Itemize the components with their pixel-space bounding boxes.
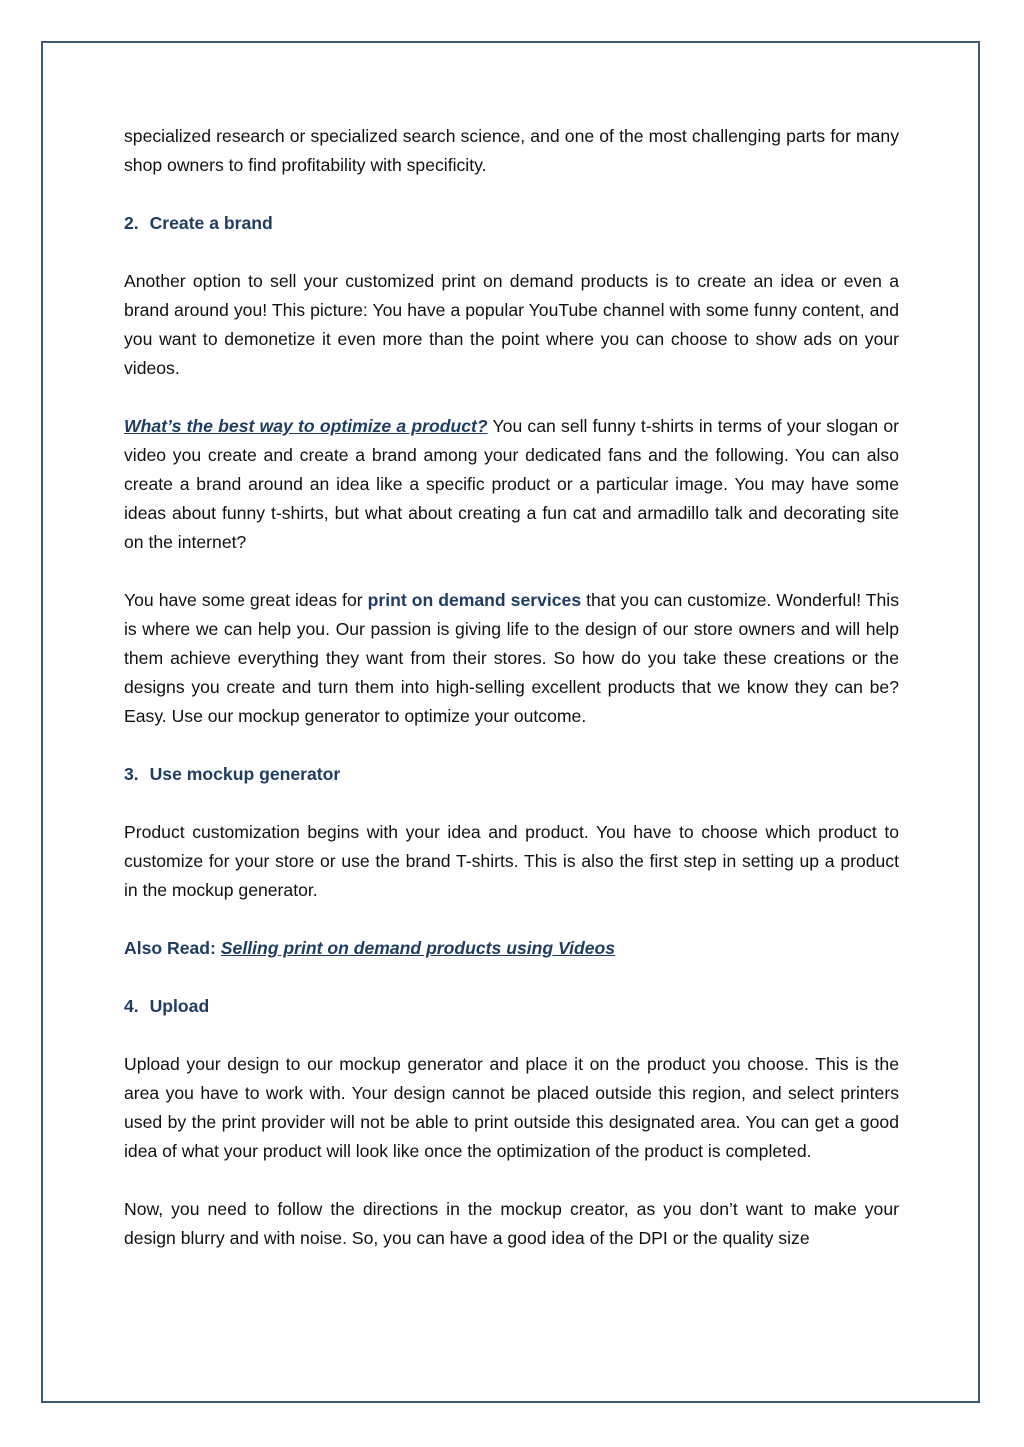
heading-title: Upload bbox=[149, 996, 210, 1016]
paragraph-ideas-after: that you can customize. Wonderful! This is where we can help you. Our passion is giving life to the design of our store owners and will help them achieve everything they want from their stores. So how do you take these creations or the designs you create and turn them into high-selling excellent products that we know they can be? Easy. Use our mockup generator to optimize your outcome. bbox=[124, 590, 900, 726]
paragraph-ideas bbox=[124, 586, 899, 731]
heading-create-brand bbox=[124, 209, 899, 238]
paragraph-intro: specialized research or specialized search science, and one of the most challenging parts for many shop owners to find profitability with specificity. bbox=[124, 126, 899, 175]
paragraph-optimize-text: You can sell funny t-shirts in terms of your slogan or video you create and create a brand among your dedicated fans and the following. You can also create a brand around an idea like a specific product or a particular image. You may have some ideas about funny t-shirts, but what about creating a fun cat and armadillo talk and decorating site on the internet? bbox=[124, 416, 900, 552]
heading-number: 2. bbox=[124, 213, 139, 233]
paragraph-directions: Now, you need to follow the directions in the mockup creator, as you don’t want to make your design blurry and with noise. So, you can have a good idea of the DPI or the quality size bbox=[124, 1199, 899, 1248]
paragraph-brand: Another option to sell your customized print on demand products is to create an idea or even a brand around you! This picture: You have a popular YouTube channel with some funny content, and you want to demonetize it even more than the point where you can choose to show ads on your videos. bbox=[124, 271, 899, 378]
print-on-demand-services-link[interactable]: print on demand services bbox=[367, 590, 582, 610]
paragraph-optimize bbox=[124, 412, 899, 557]
also-read-line bbox=[124, 934, 899, 963]
heading-upload bbox=[124, 992, 899, 1021]
heading-title: Create a brand bbox=[149, 213, 273, 233]
heading-number: 3. bbox=[124, 764, 139, 784]
optimize-product-link[interactable]: What’s the best way to optimize a product? bbox=[124, 416, 488, 436]
document-body bbox=[124, 122, 899, 1253]
paragraph-customization: Product customization begins with your idea and product. You have to choose which product to customize for your store or use the brand T-shirts. This is also the first step in setting up a product in the mockup generator. bbox=[124, 822, 899, 900]
paragraph-ideas-before: You have some great ideas for bbox=[124, 590, 368, 610]
paragraph-upload: Upload your design to our mockup generator and place it on the product you choose. This is the area you have to work with. Your design cannot be placed outside this region, and select printers used by the print provider will not be able to print outside this designated area. You can get a good idea of what your product will look like once the optimization of the product is completed. bbox=[124, 1054, 899, 1161]
also-read-link[interactable]: Selling print on demand products using Videos bbox=[220, 938, 616, 958]
heading-number: 4. bbox=[124, 996, 139, 1016]
heading-title: Use mockup generator bbox=[149, 764, 341, 784]
heading-mockup-generator bbox=[124, 760, 899, 789]
also-read-label: Also Read: bbox=[124, 938, 221, 958]
